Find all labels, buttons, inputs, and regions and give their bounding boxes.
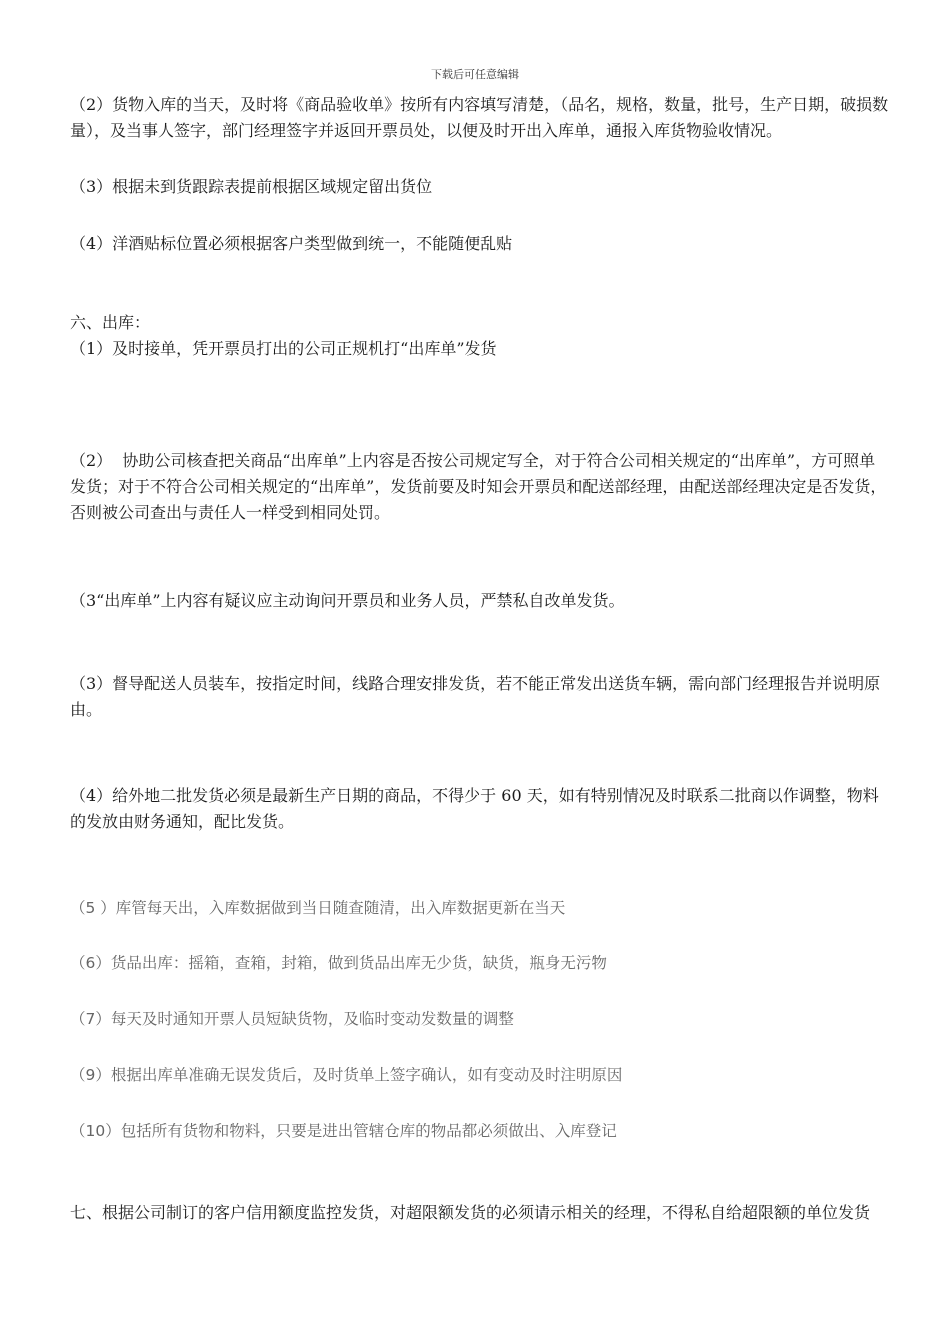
paragraph-outbound-checks: （6）货品出库：摇箱，查箱，封箱，做到货品出库无少货，缺货，瓶身无污物: [70, 954, 607, 972]
paragraph-remote-shipments: （4）给外地二批发货必须是最新生产日期的商品，不得少于 60 天，如有特别情况及时联系二批商以作调整，物料的发放由财务通知，配比发货。: [70, 786, 879, 831]
section-seven-credit-limit: 七、根据公司制订的客户信用额度监控发货，对超限额发货的必须请示相关的经理，不得私自给超限额的单位发货: [70, 1203, 871, 1222]
paragraph-sign-confirm: （9）根据出库单准确无误发货后，及时货单上签字确认，如有变动及时注明原因: [70, 1066, 623, 1084]
page-header: 下载后可任意编辑: [431, 68, 519, 81]
paragraph-labeling: （4）洋酒贴标位置必须根据客户类型做到统一，不能随便乱贴: [70, 234, 513, 253]
paragraph-register-all: （10）包括所有货物和物料，只要是进出管辖仓库的物品都必须做出、入库登记: [70, 1122, 617, 1140]
paragraph-order-questions: （3“出库单”上内容有疑议应主动询问开票员和业务人员，严禁私自改单发货。: [70, 591, 625, 610]
paragraph-take-orders: （1）及时接单，凭开票员打出的公司正规机打“出库单”发货: [70, 339, 497, 358]
paragraph-loading-supervision: （3）督导配送人员装车，按指定时间，线路合理安排发货，若不能正常发出送货车辆，需向部门经理报告并说明原由。: [70, 674, 881, 719]
paragraph-verify-orders: （2） 协助公司核查把关商品“出库单”上内容是否按公司规定写全，对于符合公司相关规定的“出库单”，方可照单发货；对于不符合公司相关规定的“出库单”，发货前要及时知会开票员和配送部经理，由配送部经理决定是否发货，否则被公司查出与责任人一样受到相同处罚。: [70, 451, 887, 522]
paragraph-daily-data: （5 ）库管每天出，入库数据做到当日随查随清，出入库数据更新在当天: [70, 899, 566, 917]
paragraph-reserve-space: （3）根据未到货跟踪表提前根据区域规定留出货位: [70, 177, 433, 196]
section-heading-outbound: 六、出库：: [70, 313, 151, 332]
paragraph-shortage-notice: （7）每天及时通知开票人员短缺货物，及临时变动发数量的调整: [70, 1010, 514, 1028]
paragraph-receiving-check: （2）货物入库的当天，及时将《商品验收单》按所有内容填写清楚，（品名，规格，数量，批号，生产日期，破损数量），及当事人签字，部门经理签字并返回开票员处，以便及时开出入库单，通报入库货物验收情况。: [70, 95, 889, 140]
